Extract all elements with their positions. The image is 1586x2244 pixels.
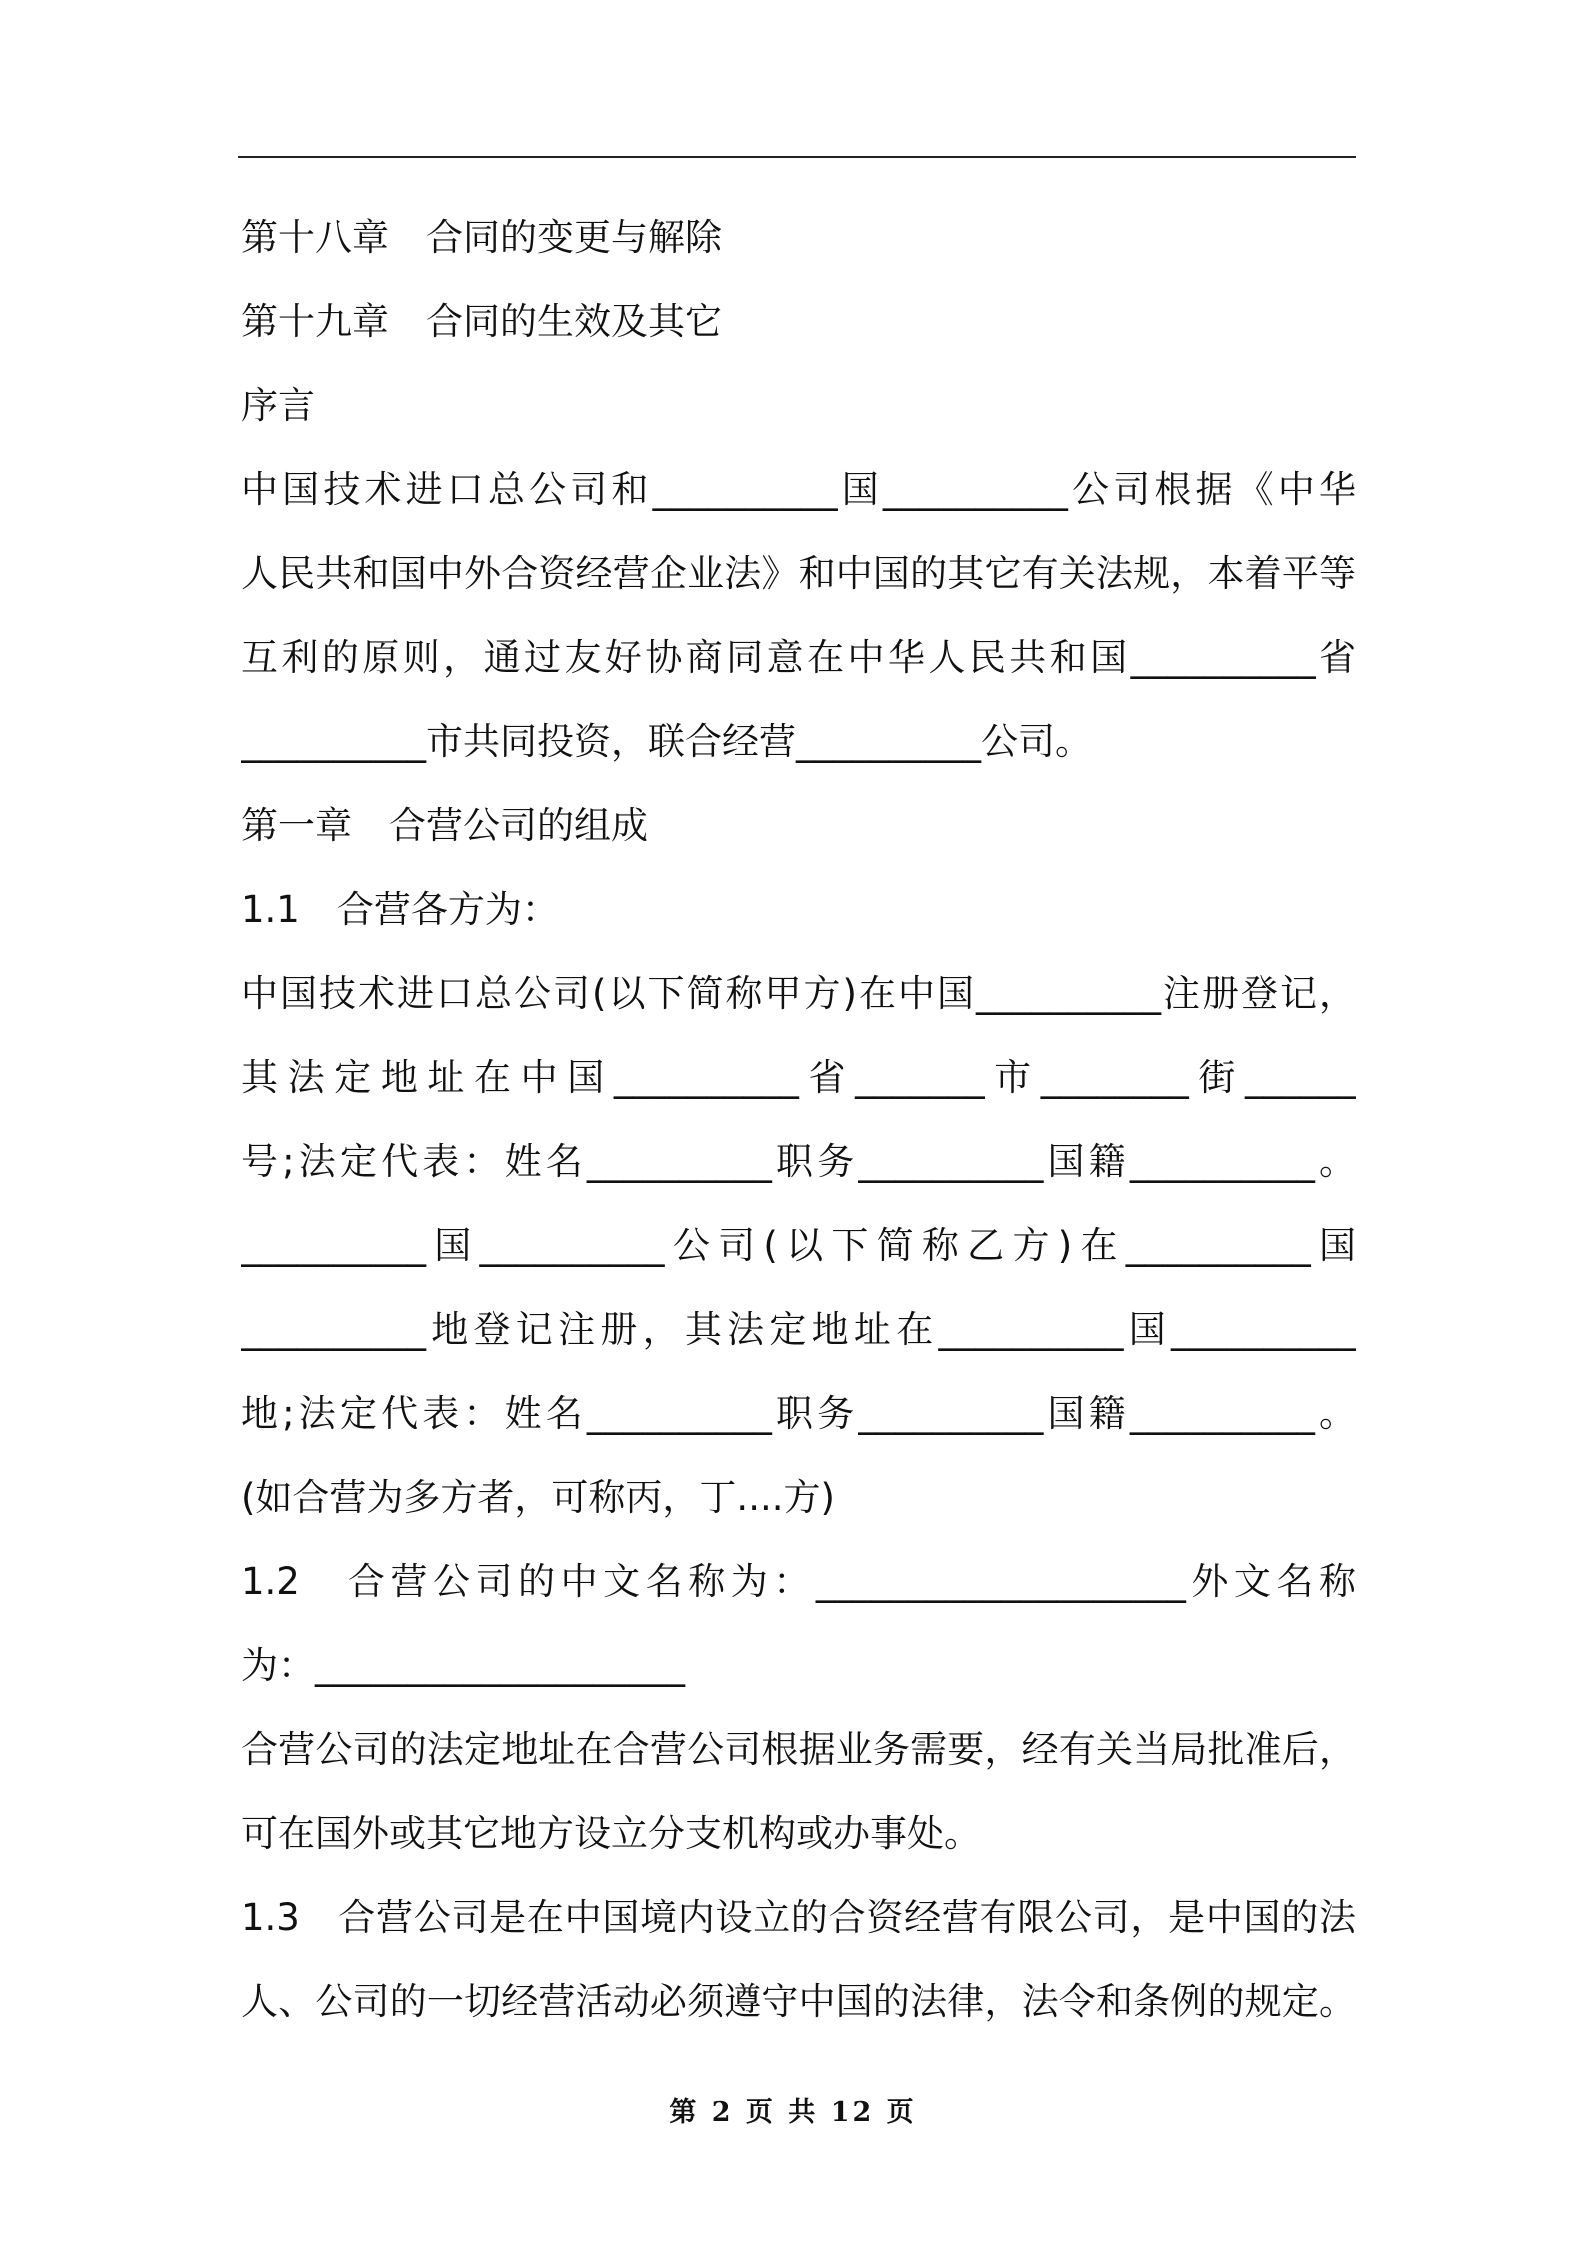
paragraph-line: 人民共和国中外合资经营企业法》和中国的其它有关法规，本着平等 [241,552,1356,595]
paragraph-line: 合营公司的法定地址在合营公司根据业务需要，经有关当局批准后， [241,1728,1356,1771]
header-rule [238,156,1356,158]
paragraph-line: 1.3 合营公司是在中国境内设立的合资经营有限公司，是中国的法 [241,1896,1356,1939]
paragraph-line: 第十九章 合同的生效及其它 [241,300,722,343]
paragraph-line: 1.1 合营各方为： [241,888,559,931]
document-body [241,196,1356,2044]
paragraph-line: 中国技术进口总公司(以下简称甲方)在中国__________注册登记， [241,972,1356,1015]
paragraph-line: 号;法定代表：姓名__________职务__________国籍__________。 [241,1140,1356,1183]
paragraph-line: 地;法定代表：姓名__________职务__________国籍__________。 [241,1392,1356,1435]
paragraph-line: __________市共同投资，联合经营__________公司。 [241,720,1092,763]
paragraph-line: 序言 [241,384,315,427]
paragraph-line: 第一章 合营公司的组成 [241,804,648,847]
paragraph-line: 为：____________________ [241,1644,685,1687]
paragraph-line: 其法定地址在中国__________省_______市________街______ [241,1056,1356,1099]
page-number: 第 2 页 共 12 页 [669,2097,917,2128]
paragraph-line: 中国技术进口总公司和__________国__________公司根据《中华 [241,468,1356,511]
paragraph-line: 互利的原则，通过友好协商同意在中华人民共和国__________省 [241,636,1356,679]
paragraph-line: (如合营为多方者，可称丙，丁....方) [241,1476,835,1519]
paragraph-line: 1.2 合营公司的中文名称为：____________________外文名称 [241,1560,1356,1603]
paragraph-line: 人、公司的一切经营活动必须遵守中国的法律，法令和条例的规定。 [241,1980,1356,2023]
paragraph-line: __________国__________公司(以下简称乙方)在__________国 [241,1224,1356,1267]
paragraph-line: 可在国外或其它地方设立分支机构或办事处。 [241,1812,981,1855]
paragraph-line: __________地登记注册，其法定地址在__________国__________ [241,1308,1356,1351]
paragraph-line: 第十八章 合同的变更与解除 [241,216,722,259]
